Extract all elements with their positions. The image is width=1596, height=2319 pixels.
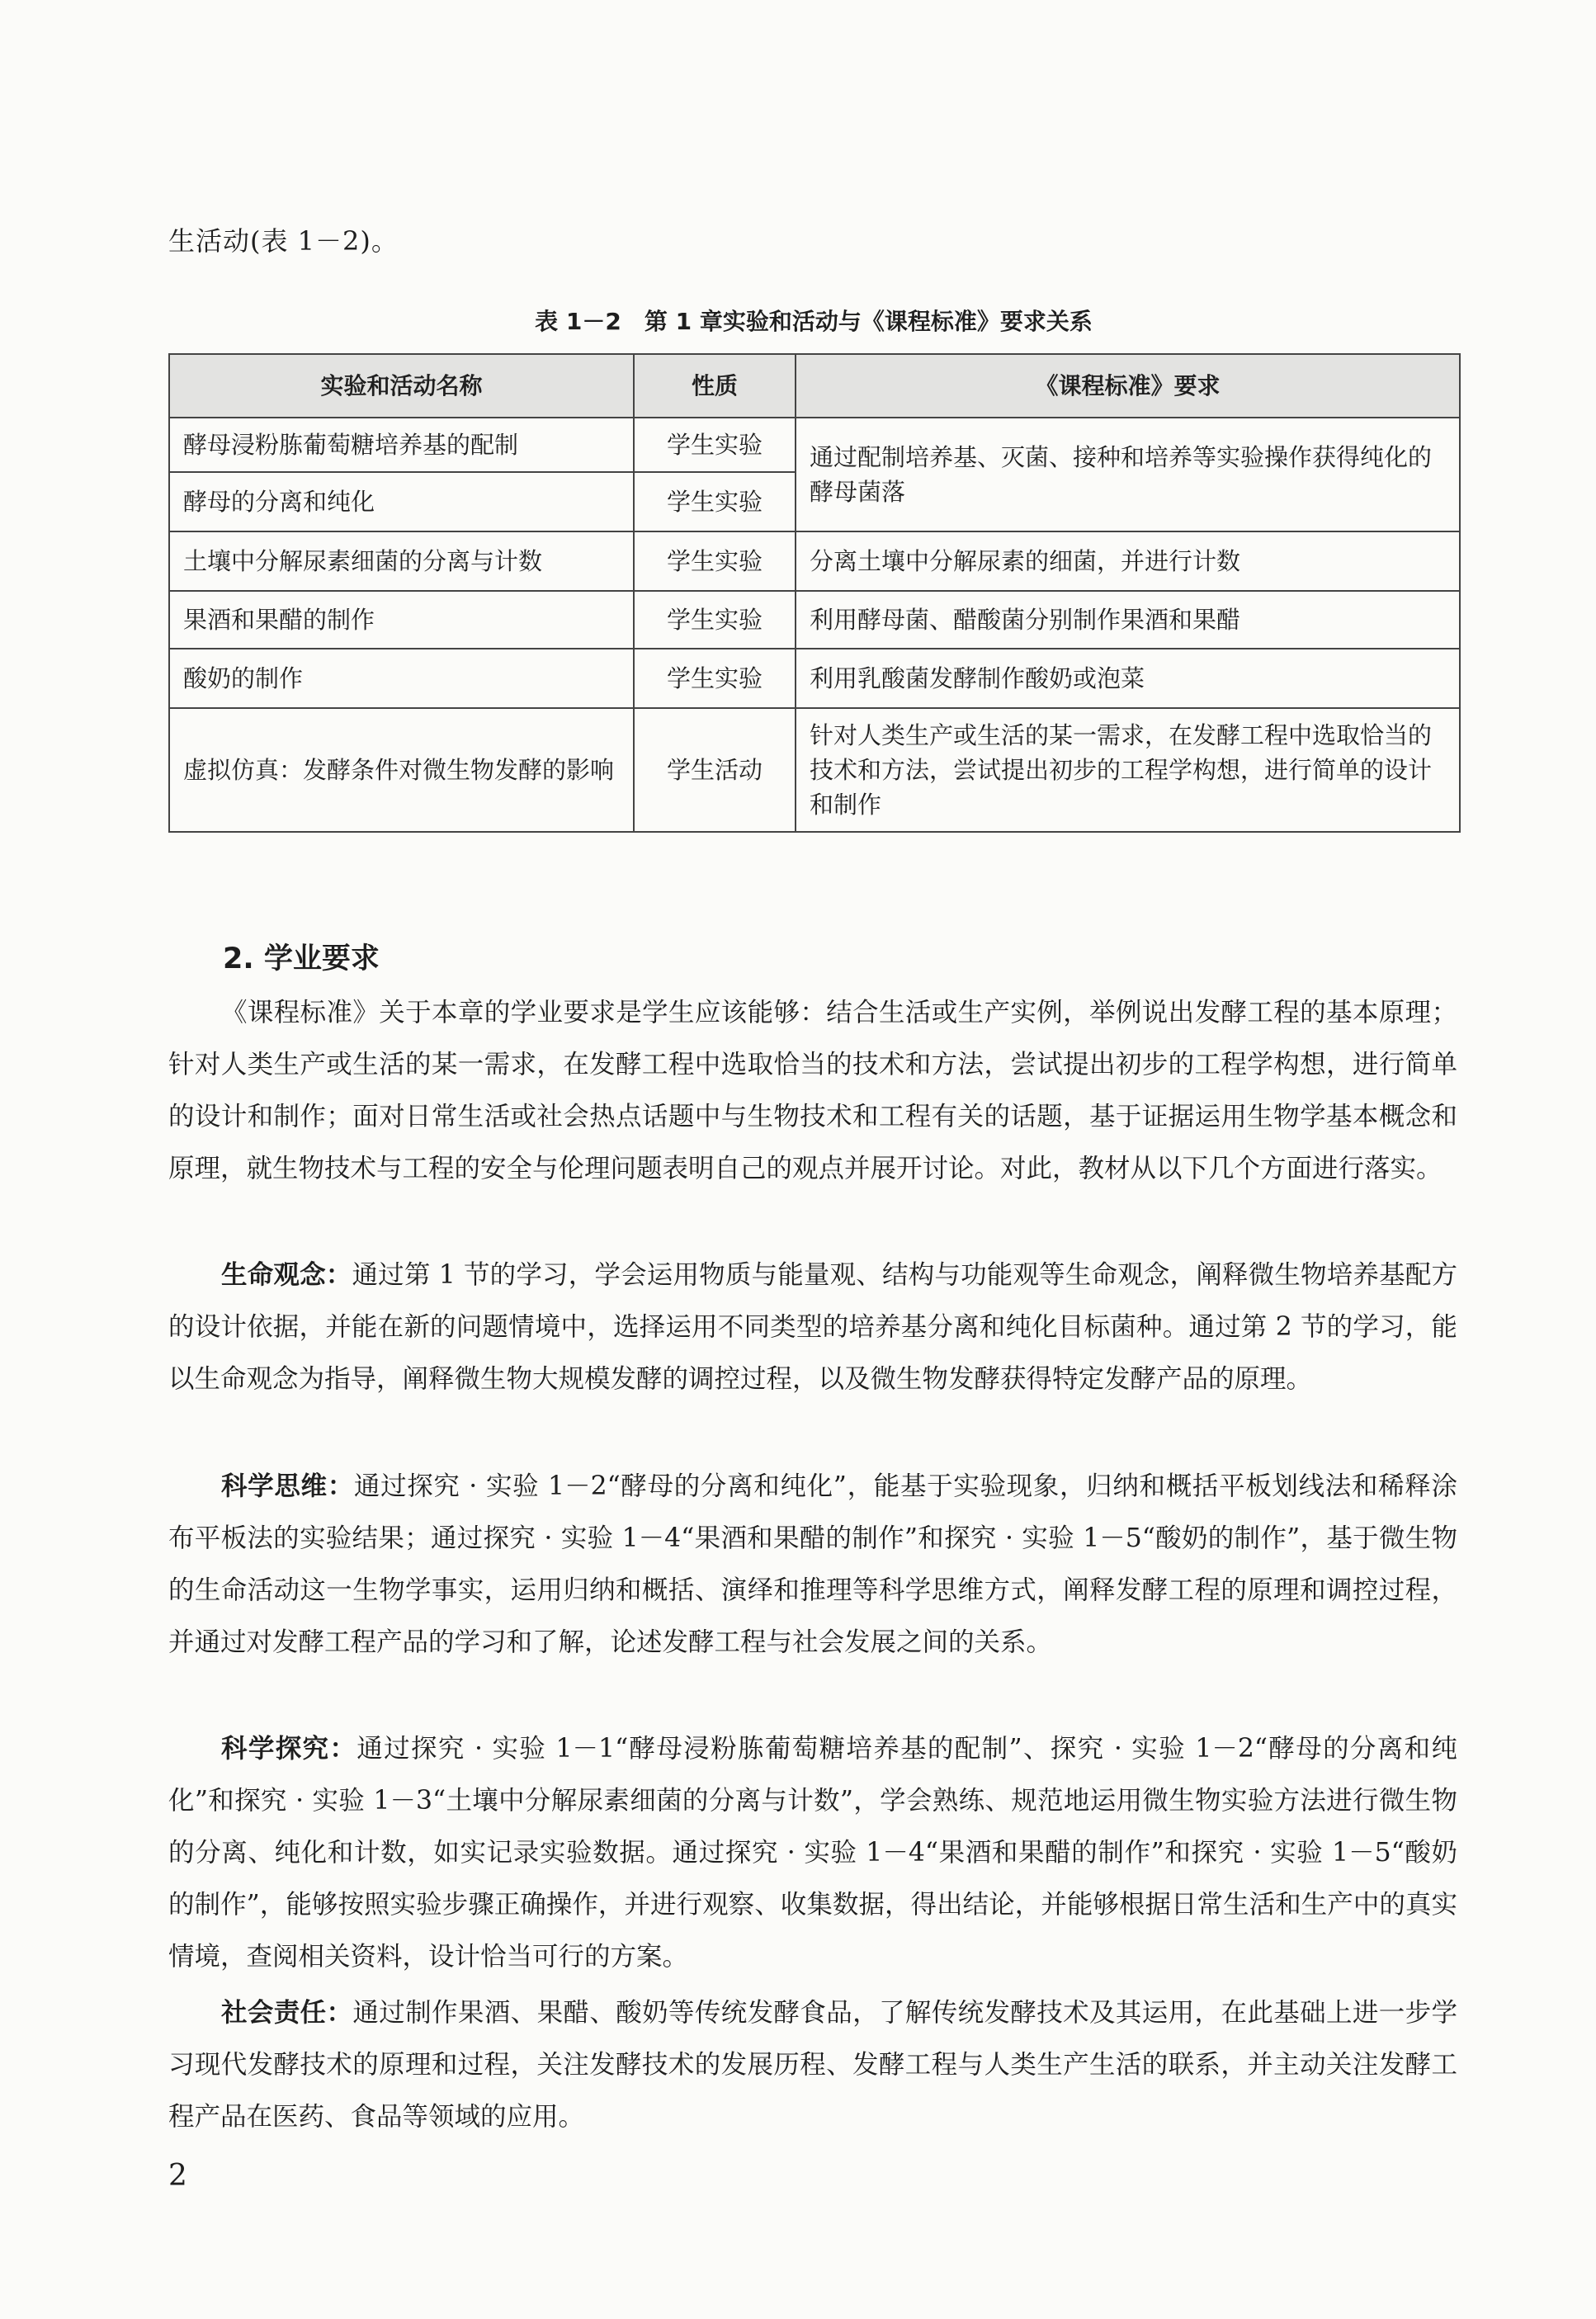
nature-cell: 学生实验 [634, 591, 796, 649]
table-row [169, 708, 1460, 832]
table-caption: 表 1－2 第 1 章实验和活动与《课程标准》要求关系 [535, 308, 1093, 335]
nature-cell: 学生实验 [634, 649, 796, 708]
requirement-cell: 利用乳酸菌发酵制作酸奶或泡菜 [796, 649, 1460, 708]
nature-cell: 学生实验 [634, 418, 796, 472]
paragraph-lead: 生命观念： [221, 1260, 352, 1290]
table-header-row [169, 354, 1460, 418]
activity-name-cell: 酵母浸粉胨葡萄糖培养基的配制 [169, 418, 634, 472]
intro-line: 生活动(表 1－2)。 [168, 225, 399, 257]
paragraph-text: 通过探究 · 实验 1－2“酵母的分离和纯化”，能基于实验现象，归纳和概括平板划线法和稀释涂布平板法的实验结果；通过探究 · 实验 1－4“果酒和果醋的制作”和探究 · 实验 1－5“酸奶的制作”，基于微生物的生命活动这一生物学事实，运用归纳和概括、演绎和推理等科学思维方式，阐释发酵工程的原理和调控过程，并通过对发酵工程产品的学习和了解，论述发酵工程与社会发展之间的关系。 [168, 1471, 1457, 1657]
requirements-table [168, 353, 1461, 833]
table-row [169, 418, 1460, 472]
table-row [169, 591, 1460, 649]
requirement-cell-merged: 通过配制培养基、灭菌、接种和培养等实验操作获得纯化的酵母菌落 [796, 418, 1460, 531]
header-standard-requirement: 《课程标准》要求 [796, 354, 1460, 418]
header-nature: 性质 [634, 354, 796, 418]
paragraph-scientific-thinking [168, 1461, 1457, 1669]
requirement-cell: 分离土壤中分解尿素的细菌，并进行计数 [796, 531, 1460, 591]
table-row [169, 531, 1460, 591]
header-activity-name: 实验和活动名称 [169, 354, 634, 418]
paragraph-text: 《课程标准》关于本章的学业要求是学生应该能够：结合生活或生产实例，举例说出发酵工程的基本原理；针对人类生产或生活的某一需求，在发酵工程中选取恰当的技术和方法，尝试提出初步的工程学构想，进行简单的设计和制作；面对日常生活或社会热点话题中与生物技术和工程有关的话题，基于证据运用生物学基本概念和原理，就生物技术与工程的安全与伦理问题表明自己的观点并展开讨论。对此，教材从以下几个方面进行落实。 [168, 998, 1457, 1183]
table-row [169, 649, 1460, 708]
nature-cell: 学生实验 [634, 472, 796, 531]
paragraph-text: 通过制作果酒、果醋、酸奶等传统发酵食品，了解传统发酵技术及其运用，在此基础上进一步学习现代发酵技术的原理和过程，关注发酵技术的发展历程、发酵工程与人类生产生活的联系，并主动关注发酵工程产品在医药、食品等领域的应用。 [168, 1998, 1457, 2132]
activity-name-cell: 果酒和果醋的制作 [169, 591, 634, 649]
paragraph-lead: 科学思维： [221, 1471, 354, 1501]
requirement-cell: 针对人类生产或生活的某一需求，在发酵工程中选取恰当的技术和方法，尝试提出初步的工程学构想，进行简单的设计和制作 [796, 708, 1460, 832]
activity-name-cell: 土壤中分解尿素细菌的分离与计数 [169, 531, 634, 591]
nature-cell: 学生实验 [634, 531, 796, 591]
paragraph-scientific-inquiry [168, 1723, 1457, 1983]
paragraph-lead: 社会责任： [221, 1998, 353, 2028]
paragraph-life-concept [168, 1249, 1457, 1405]
activity-name-cell: 酵母的分离和纯化 [169, 472, 634, 531]
paragraph-intro [168, 987, 1457, 1195]
paragraph-text: 通过探究 · 实验 1－1“酵母浸粉胨葡萄糖培养基的配制”、探究 · 实验 1－2“酵母的分离和纯化”和探究 · 实验 1－3“土壤中分解尿素细菌的分离与计数”，学会熟练、规范地运用微生物实验方法进行微生物的分离、纯化和计数，如实记录实验数据。通过探究 · 实验 1－4“果酒和果醋的制作”和探究 · 实验 1－5“酸奶的制作”，能够按照实验步骤正确操作，并进行观察、收集数据，得出结论，并能够根据日常生活和生产中的真实情境，查阅相关资料，设计恰当可行的方案。 [168, 1734, 1457, 1972]
paragraph-lead: 科学探究： [221, 1734, 357, 1764]
requirement-cell: 利用酵母菌、醋酸菌分别制作果酒和果醋 [796, 591, 1460, 649]
paragraph-text: 通过第 1 节的学习，学会运用物质与能量观、结构与功能观等生命观念，阐释微生物培养基配方的设计依据，并能在新的问题情境中，选择运用不同类型的培养基分离和纯化目标菌种。通过第 2 节的学习，能以生命观念为指导，阐释微生物大规模发酵的调控过程，以及微生物发酵获得特定发酵产品的原理。 [168, 1260, 1457, 1394]
nature-cell: 学生活动 [634, 708, 796, 832]
page-number: 2 [168, 2159, 187, 2193]
activity-name-cell: 虚拟仿真：发酵条件对微生物发酵的影响 [169, 708, 634, 832]
paragraph-social-responsibility [168, 1987, 1457, 2143]
activity-name-cell: 酸奶的制作 [169, 649, 634, 708]
section-heading: 2. 学业要求 [223, 942, 380, 975]
